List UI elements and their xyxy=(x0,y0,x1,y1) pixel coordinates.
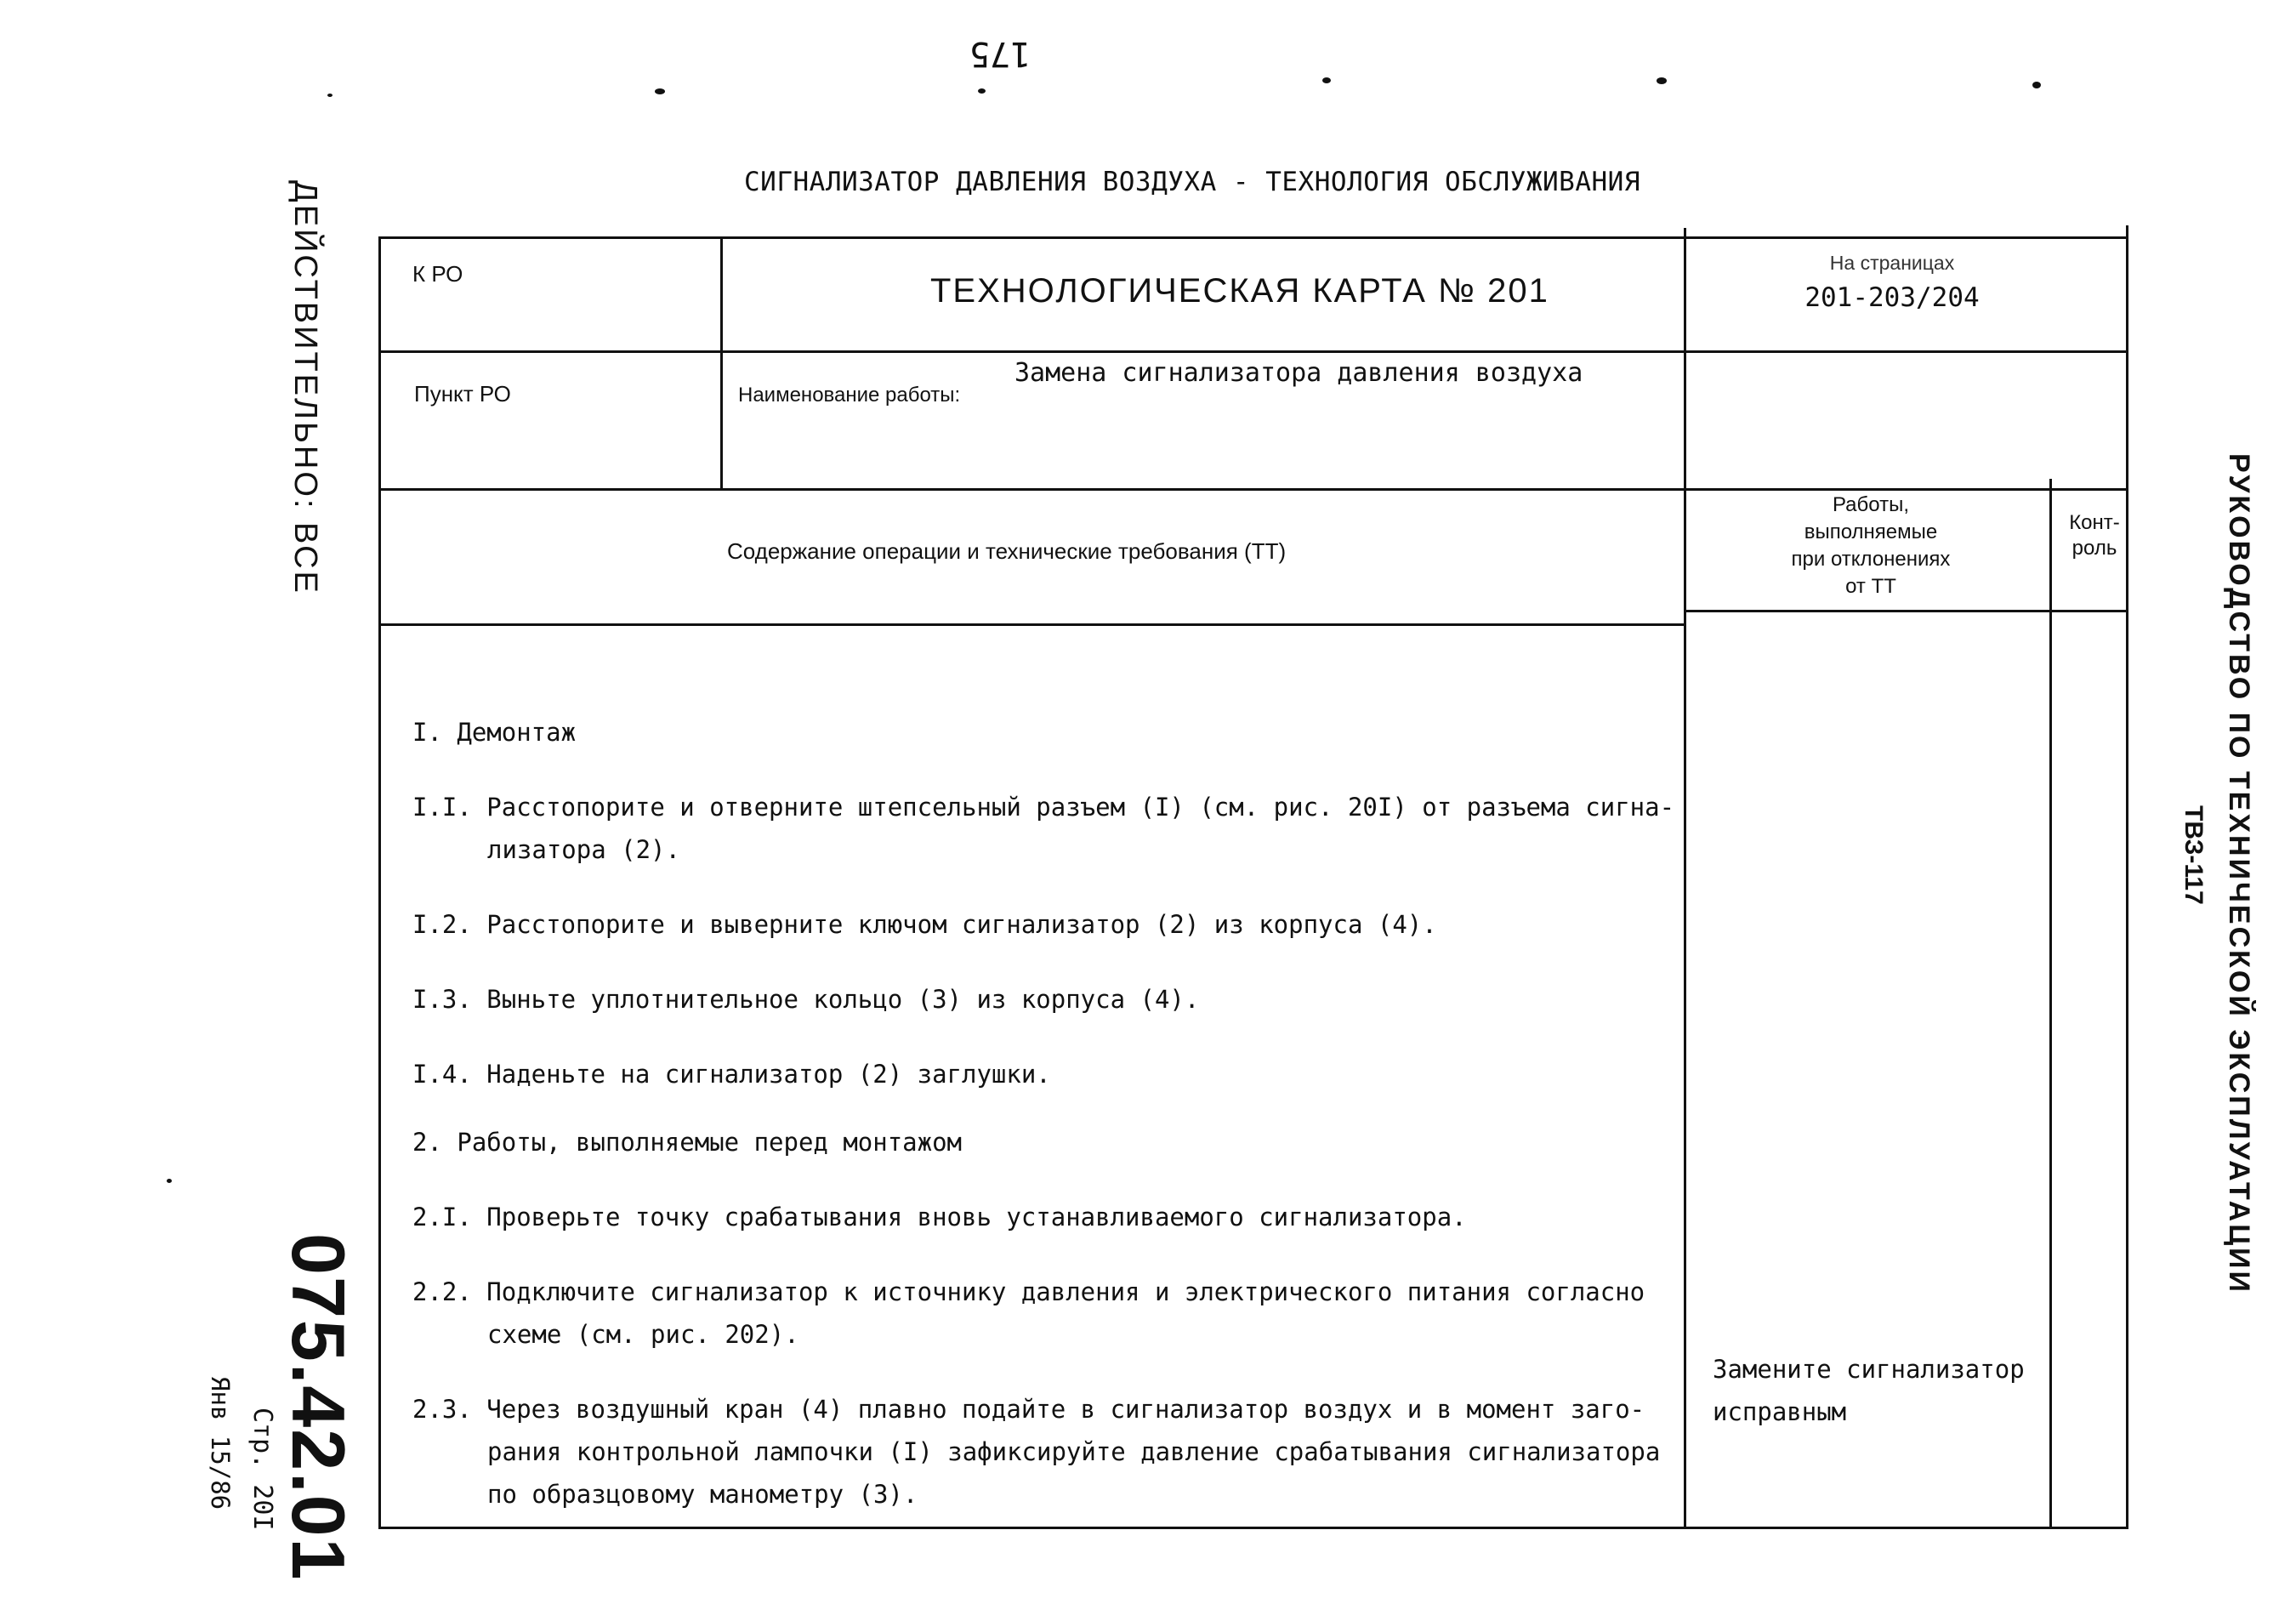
operation-step-continuation: рания контрольной лампочки (I) зафиксируйте давление срабатывания сигнализатора xyxy=(487,1437,1661,1466)
operation-step: I.4. Наденьте на сигнализатор (2) заглушки. xyxy=(412,1060,1051,1089)
validity-note: ДЕЙСТВИТЕЛЬНО: ВСЕ xyxy=(287,180,323,595)
content-column-header: Содержание операции и технические требования (ТТ) xyxy=(727,538,1287,564)
deviation-action xyxy=(1713,1348,2053,1433)
control-header-line: роль xyxy=(2072,537,2117,560)
revision-date: Янв 15/86 xyxy=(206,1376,235,1510)
operation-step-continuation: лизатора (2). xyxy=(487,835,680,864)
page-number: 175 xyxy=(969,34,1031,73)
operation-step: I.3. Выньте уплотнительное кольцо (3) из корпуса (4). xyxy=(412,985,1200,1014)
operation-step: I.2. Расстопорите и выверните ключом сигнализатор (2) из корпуса (4). xyxy=(412,910,1437,939)
work-name-value: Замена сигнализатора давления воздуха xyxy=(1014,358,1583,388)
page-label: Стр. 20I xyxy=(247,1408,277,1531)
card-title: ТЕХНОЛОГИЧЕСКАЯ КАРТА № 201 xyxy=(930,272,1549,310)
k-ro-label: К РО xyxy=(412,261,463,287)
manual-code: ТВЗ-117 xyxy=(2179,805,2208,905)
punkt-ro-label: Пункт РО xyxy=(414,381,511,407)
work-name-label: Наименование работы: xyxy=(738,384,961,407)
pages-label: На страницах xyxy=(1829,252,1955,274)
operation-step: 2.3. Через воздушный кран (4) плавно подайте в сигнализатор воздух и в момент заго- xyxy=(412,1395,1645,1424)
section-title: 2. Работы, выполняемые перед монтажом xyxy=(412,1128,963,1157)
document-code: 075.42.01 xyxy=(276,1233,361,1582)
deviation-column-header xyxy=(1701,492,2041,600)
deviation-header-line: Работы, xyxy=(1832,493,1910,516)
deviation-action-line: Замените сигнализатор xyxy=(1713,1355,2025,1384)
operation-step: 2.2. Подключите сигнализатор к источнику давления и электрического питания согласно xyxy=(412,1277,1645,1306)
control-header-line: Конт- xyxy=(2069,511,2120,534)
deviation-header-line: выполняемые xyxy=(1804,520,1938,543)
control-column-header xyxy=(2052,510,2137,561)
deviation-header-line: при отклонениях xyxy=(1791,548,1951,571)
operation-step: 2.I. Проверьте точку срабатывания вновь устанавливаемого сигнализатора. xyxy=(412,1203,1467,1231)
manual-title: РУКОВОДСТВО ПО ТЕХНИЧЕСКОЙ ЭКСПЛУАТАЦИИ xyxy=(2223,453,2255,1294)
operation-step-continuation: схеме (см. рис. 202). xyxy=(487,1320,799,1349)
section-title: I. Демонтаж xyxy=(412,718,577,747)
operations-content xyxy=(412,711,1688,1516)
operation-step-continuation: по образцовому манометру (3). xyxy=(487,1480,918,1509)
document-title: СИГНАЛИЗАТОР ДАВЛЕНИЯ ВОЗДУХА - ТЕХНОЛОГИЯ ОБСЛУЖИВАНИЯ xyxy=(744,167,1640,197)
operation-step: I.I. Расстопорите и отверните штепсельный разъем (I) (см. рис. 20I) от разъема сигна- xyxy=(412,793,1675,822)
pages-value: 201-203/204 xyxy=(1804,282,1980,313)
deviation-action-line: исправным xyxy=(1713,1397,1847,1426)
deviation-header-line: от ТТ xyxy=(1845,575,1896,598)
